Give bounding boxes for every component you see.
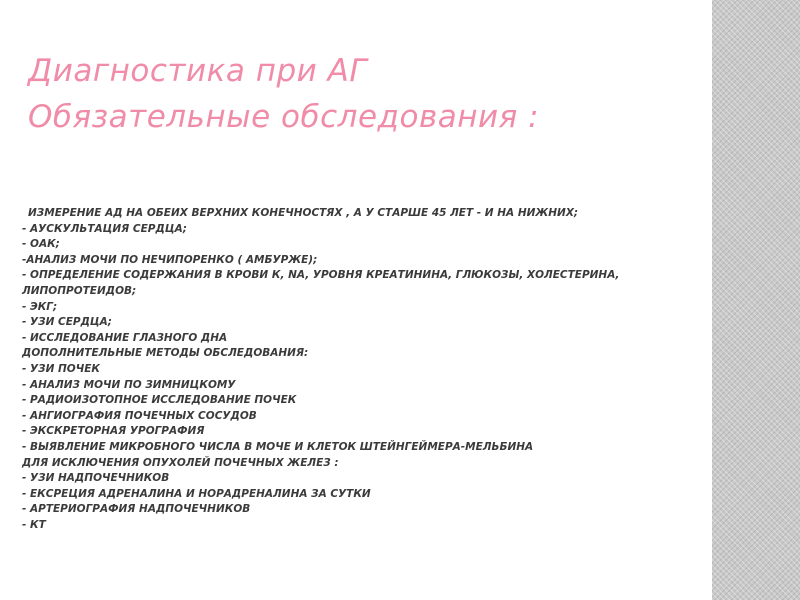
- body-line: - АУСКУЛЬТАЦИЯ СЕРДЦА;: [22, 222, 187, 235]
- body-line: - АНГИОГРАФИЯ ПОЧЕЧНЫХ СОСУДОВ: [22, 409, 257, 422]
- body-line: ИЗМЕРЕНИЕ АД НА ОБЕИХ ВЕРХНИХ КОНЕЧНОСТЯХ , А У СТАРШЕ 45 ЛЕТ - И НА НИЖНИХ;: [28, 207, 579, 219]
- title-line-2: Обязательные обследования :: [28, 99, 540, 135]
- body-line: - АРТЕРИОГРАФИЯ НАДПОЧЕЧНИКОВ: [22, 503, 251, 516]
- body-line: - УЗИ СЕРДЦА;: [22, 316, 113, 329]
- body-line: - УЗИ НАДПОЧЕЧНИКОВ: [22, 472, 170, 485]
- body-line: - АНАЛИЗ МОЧИ ПО ЗИМНИЦКОМУ: [22, 378, 236, 391]
- decorative-side-strip: [712, 0, 800, 600]
- slide-body: [22, 206, 702, 533]
- body-line: - ЭКСКРЕТОРНАЯ УРОГРАФИЯ: [22, 425, 205, 438]
- section-heading: ДОПОЛНИТЕЛЬНЫЕ МЕТОДЫ ОБСЛЕДОВАНИЯ:: [22, 347, 309, 360]
- body-line: - ЕКСРЕЦИЯ АДРЕНАЛИНА И НОРАДРЕНАЛИНА ЗА СУТКИ: [22, 487, 371, 500]
- body-line: - РАДИОИЗОТОПНОЕ ИССЛЕДОВАНИЕ ПОЧЕК: [22, 394, 297, 407]
- body-line: -АНАЛИЗ МОЧИ ПО НЕЧИПОРЕНКО ( АМБУРЖЕ);: [22, 253, 318, 266]
- body-line: - ОПРЕДЕЛЕНИЕ СОДЕРЖАНИЯ В КРОВИ К, NA, УРОВНЯ КРЕАТИНИНА, ГЛЮКОЗЫ, ХОЛЕСТЕРИНА,: [22, 269, 620, 282]
- body-line: - ЭКГ;: [22, 300, 58, 313]
- body-line: ЛИПОПРОТЕИДОВ;: [22, 284, 137, 297]
- body-line: - УЗИ ПОЧЕК: [22, 362, 100, 375]
- body-line: - КТ: [22, 518, 46, 531]
- slide-title: [28, 48, 539, 140]
- title-line-1: Диагностика при АГ: [28, 53, 368, 89]
- body-line: - ОАК;: [22, 238, 60, 251]
- body-line: - ИССЛЕДОВАНИЕ ГЛАЗНОГО ДНА: [22, 331, 228, 344]
- body-line: - ВЫЯВЛЕНИЕ МИКРОБНОГО ЧИСЛА В МОЧЕ И КЛЕТОК ШТЕЙНГЕЙМЕРА-МЕЛЬБИНА: [22, 440, 534, 453]
- section-heading: ДЛЯ ИСКЛЮЧЕНИЯ ОПУХОЛЕЙ ПОЧЕЧНЫХ ЖЕЛЕЗ :: [22, 456, 339, 469]
